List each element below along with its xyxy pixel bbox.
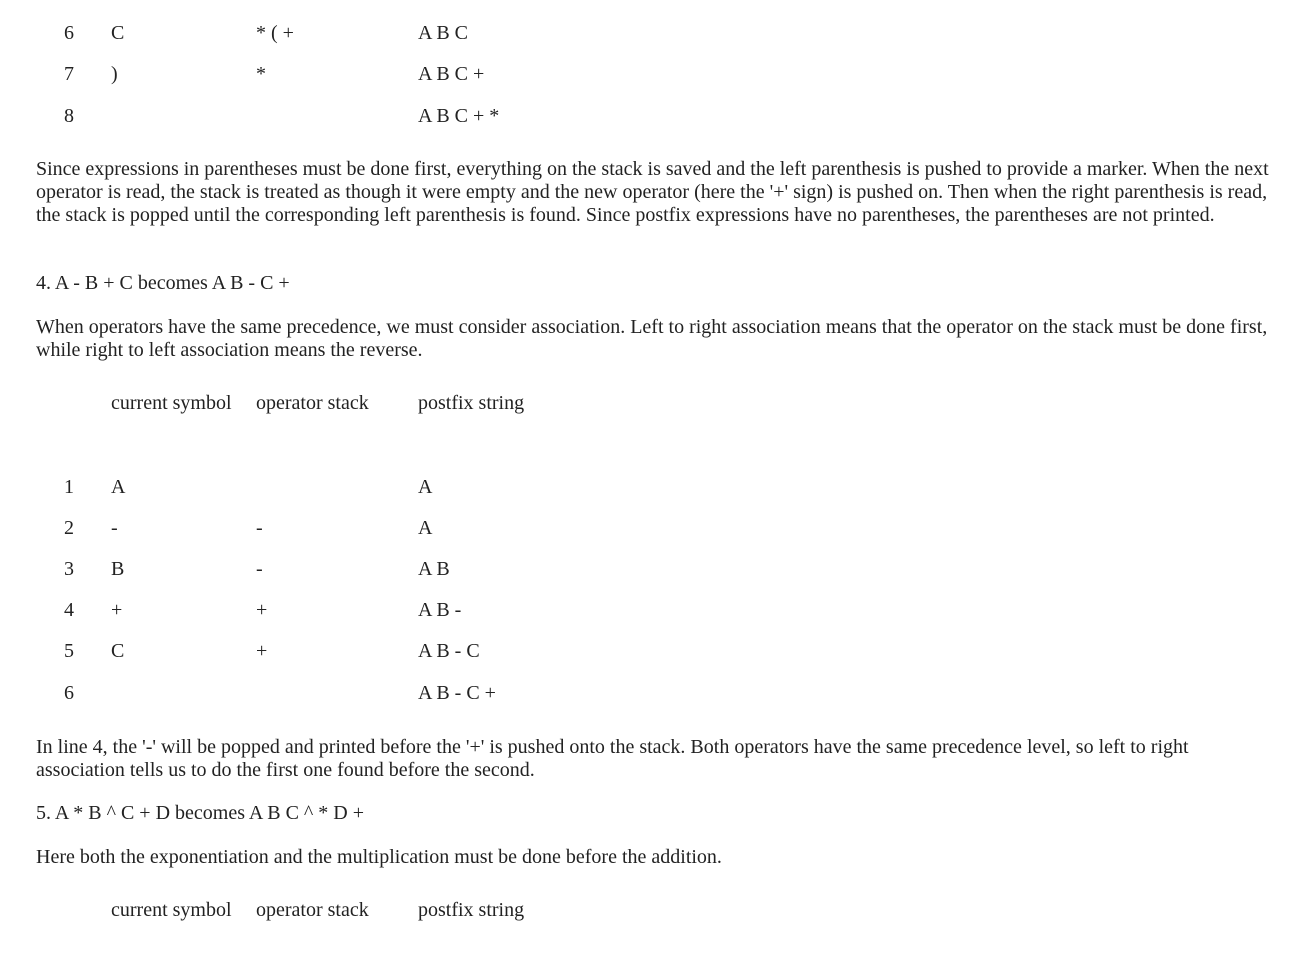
header-operator-stack: operator stack xyxy=(256,899,369,921)
header-postfix-string: postfix string xyxy=(418,899,525,921)
table-row xyxy=(0,476,1296,500)
table-row xyxy=(0,105,1296,129)
current-symbol-cell: + xyxy=(111,599,123,621)
operator-stack-cell: * ( + xyxy=(256,22,294,44)
current-symbol-cell: A xyxy=(111,476,126,498)
current-symbol-cell: ) xyxy=(111,63,118,85)
paragraph-line-4: In line 4, the '-' will be popped and printed before the '+' is pushed onto the stack. Both operators have the same precedence level, so left to right association tells us to do the first one found before the second. xyxy=(36,736,1189,781)
current-symbol-cell: C xyxy=(111,640,125,662)
current-symbol-cell: B xyxy=(111,558,125,580)
header-postfix-string: postfix string xyxy=(418,392,525,414)
row-number: 5 xyxy=(64,640,74,662)
postfix-string-cell: A B C xyxy=(418,22,469,44)
row-number: 1 xyxy=(64,476,74,498)
postfix-string-cell: A B C + * xyxy=(418,105,500,127)
header-current-symbol: current symbol xyxy=(111,392,232,414)
operator-stack-cell: + xyxy=(256,599,268,621)
row-number: 8 xyxy=(64,105,74,127)
operator-stack-cell: + xyxy=(256,640,268,662)
row-number: 2 xyxy=(64,517,74,539)
example-5-heading: 5. A * B ^ C + D becomes A B C ^ * D + xyxy=(36,802,365,824)
table-header-row xyxy=(0,392,1296,416)
table-row xyxy=(0,22,1296,46)
postfix-string-cell: A B - C xyxy=(418,640,480,662)
row-number: 6 xyxy=(64,682,74,704)
header-current-symbol: current symbol xyxy=(111,899,232,921)
example-4-heading: 4. A - B + C becomes A B - C + xyxy=(36,272,290,294)
paragraph-association: When operators have the same precedence, we must consider association. Left to right association means that the operator on the stack must be done first, while right to left association means the reverse. xyxy=(36,316,1268,361)
row-number: 6 xyxy=(64,22,74,44)
table-row xyxy=(0,682,1296,706)
header-operator-stack: operator stack xyxy=(256,392,369,414)
postfix-string-cell: A B - xyxy=(418,599,462,621)
operator-stack-cell: - xyxy=(256,558,263,580)
postfix-string-cell: A xyxy=(418,476,433,498)
postfix-string-cell: A B - C + xyxy=(418,682,496,704)
table-row xyxy=(0,517,1296,541)
table-header-row xyxy=(0,899,1296,923)
row-number: 4 xyxy=(64,599,74,621)
operator-stack-cell: - xyxy=(256,517,263,539)
postfix-string-cell: A B C + xyxy=(418,63,485,85)
table-row xyxy=(0,558,1296,582)
paragraph-parentheses: Since expressions in parentheses must be done first, everything on the stack is saved and the left parenthesis is pushed to provide a marker. When the next operator is read, the stack is treated as though it were empty and the new operator (here the '+' sign) is pushed on. Then when the right parenthesis is read, the stack is popped until the corresponding left parenthesis is found. Since postfix expressions have no parentheses, the parentheses are not printed. xyxy=(36,158,1269,226)
postfix-string-cell: A xyxy=(418,517,433,539)
row-number: 3 xyxy=(64,558,74,580)
paragraph-example-5: Here both the exponentiation and the multiplication must be done before the addition. xyxy=(36,846,722,868)
table-row xyxy=(0,599,1296,623)
current-symbol-cell: C xyxy=(111,22,125,44)
operator-stack-cell: * xyxy=(256,63,266,85)
row-number: 7 xyxy=(64,63,74,85)
table-row xyxy=(0,640,1296,664)
current-symbol-cell: - xyxy=(111,517,118,539)
table-row xyxy=(0,63,1296,87)
postfix-string-cell: A B xyxy=(418,558,450,580)
